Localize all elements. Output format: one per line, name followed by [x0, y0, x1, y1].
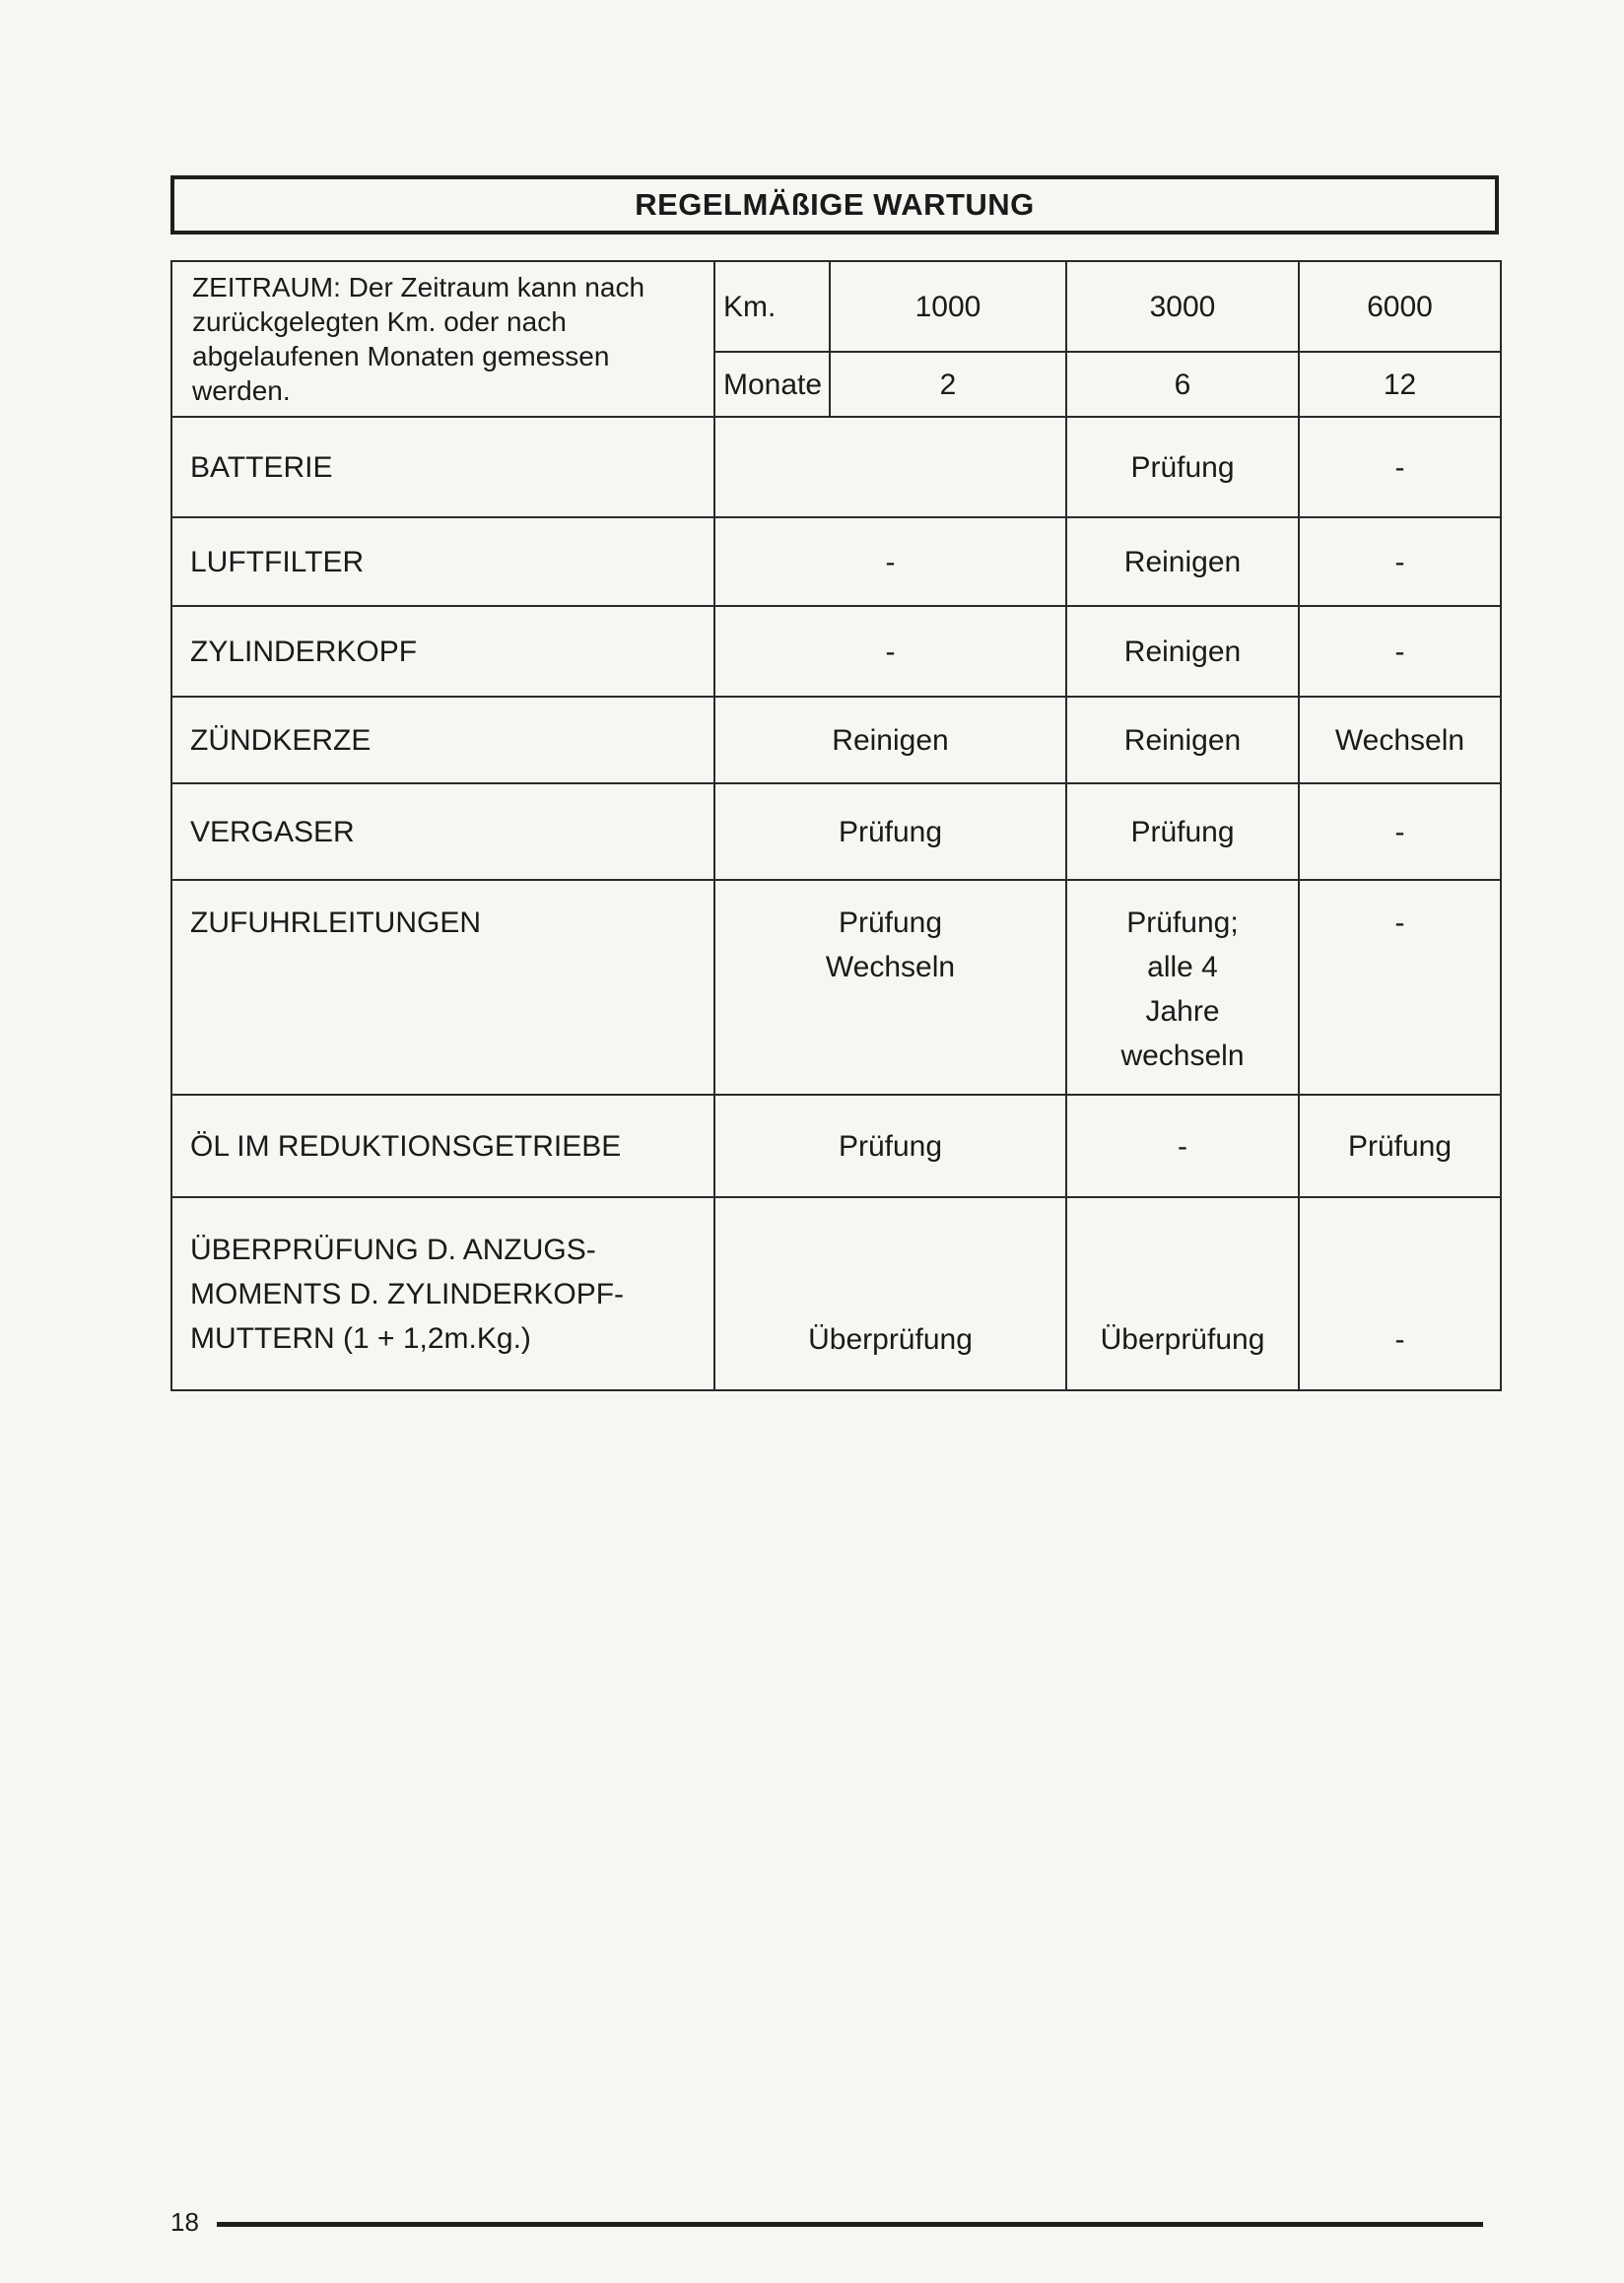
row-cell: Reinigen [1066, 697, 1299, 783]
interval-description: ZEITRAUM: Der Zeitraum kann nach zurückgelegten Km. oder nach abgelaufenen Monaten gemessen werden. [171, 261, 714, 417]
table-row [171, 517, 1501, 606]
maintenance-table [170, 260, 1502, 1391]
row-cell [714, 417, 1066, 517]
row-label: ZYLINDERKOPF [171, 606, 714, 697]
months-value: 2 [830, 352, 1066, 417]
row-label: ÖL IM REDUKTIONSGETRIEBE [171, 1095, 714, 1197]
row-cell: Überprüfung [1066, 1197, 1299, 1390]
row-cell: Reinigen [714, 697, 1066, 783]
row-label: ÜBERPRÜFUNG D. ANZUGS- MOMENTS D. ZYLINDERKOPF- MUTTERN (1 + 1,2m.Kg.) [171, 1197, 714, 1390]
row-cell: Prüfung [1299, 1095, 1501, 1197]
footer-rule [217, 2222, 1483, 2227]
months-value: 12 [1299, 352, 1501, 417]
table-row [171, 880, 1501, 1095]
row-cell: Prüfung; alle 4 Jahre wechseln [1066, 880, 1299, 1095]
row-cell: - [1299, 880, 1501, 1095]
table-row [171, 1095, 1501, 1197]
row-cell: Prüfung [714, 1095, 1066, 1197]
row-cell: - [1299, 417, 1501, 517]
row-cell: Überprüfung [714, 1197, 1066, 1390]
row-label: ZUFUHRLEITUNGEN [171, 880, 714, 1095]
row-cell: Prüfung [714, 783, 1066, 880]
row-cell: Prüfung [1066, 783, 1299, 880]
months-label: Monate [714, 352, 830, 417]
row-cell: Reinigen [1066, 517, 1299, 606]
row-cell: - [1066, 1095, 1299, 1197]
km-value: 3000 [1066, 261, 1299, 352]
row-label: VERGASER [171, 783, 714, 880]
row-cell: Prüfung Wechseln [714, 880, 1066, 1095]
row-label: LUFTFILTER [171, 517, 714, 606]
months-value: 6 [1066, 352, 1299, 417]
row-cell: - [1299, 517, 1501, 606]
row-cell: Reinigen [1066, 606, 1299, 697]
table-row [171, 606, 1501, 697]
table-row [171, 1197, 1501, 1390]
page-number: 18 [170, 2207, 199, 2237]
row-cell: - [714, 606, 1066, 697]
table-row [171, 697, 1501, 783]
row-cell: - [1299, 1197, 1501, 1390]
row-label: ZÜNDKERZE [171, 697, 714, 783]
header-row-km [171, 261, 1501, 352]
table-row [171, 417, 1501, 517]
row-cell: - [714, 517, 1066, 606]
row-label: BATTERIE [171, 417, 714, 517]
km-value: 1000 [830, 261, 1066, 352]
table-row [171, 783, 1501, 880]
km-value: 6000 [1299, 261, 1501, 352]
row-cell: - [1299, 783, 1501, 880]
km-label: Km. [714, 261, 830, 352]
row-cell: Prüfung [1066, 417, 1299, 517]
row-cell: Wechseln [1299, 697, 1501, 783]
row-cell: - [1299, 606, 1501, 697]
page-title: REGELMÄßIGE WARTUNG [170, 175, 1499, 235]
